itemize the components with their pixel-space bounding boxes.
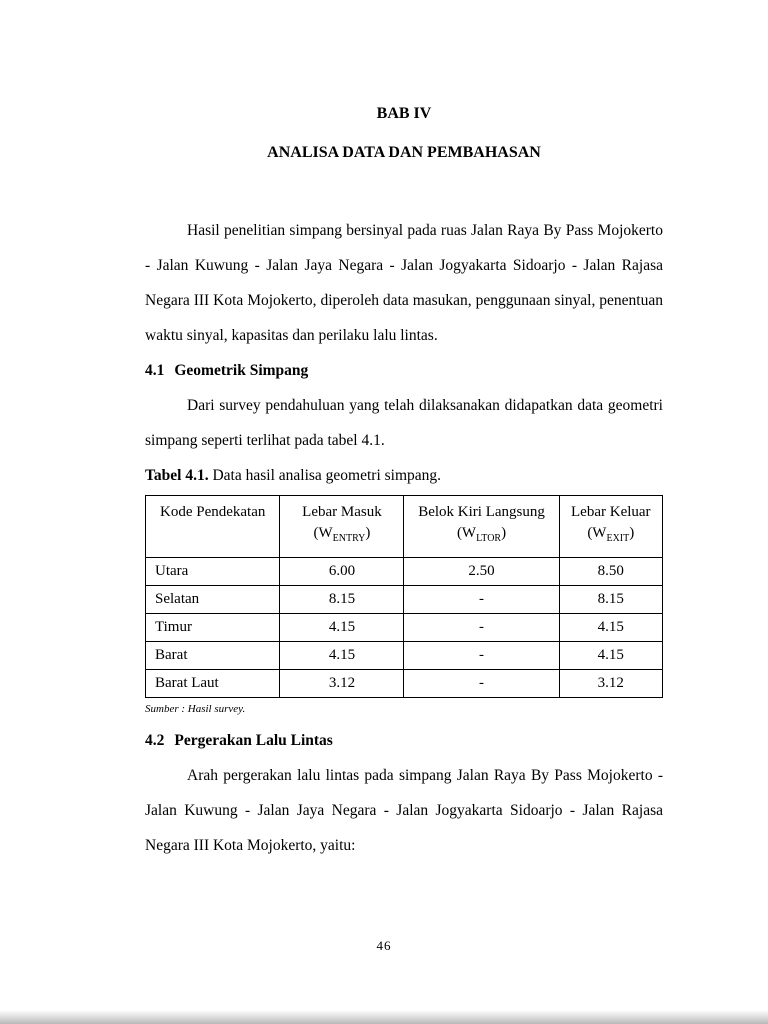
table-caption bbox=[145, 458, 663, 493]
table-cell: - bbox=[404, 586, 559, 614]
page-bottom-edge bbox=[0, 1010, 768, 1024]
section-number: 4.1 bbox=[145, 362, 165, 379]
table-cell: - bbox=[404, 670, 559, 698]
section-title: Pergerakan Lalu Lintas bbox=[174, 732, 333, 749]
page-number: 46 bbox=[376, 938, 392, 953]
table-cell: Barat bbox=[146, 642, 280, 670]
chapter-title: ANALISA DATA DAN PEMBAHASAN bbox=[267, 144, 541, 161]
section-number: 4.2 bbox=[145, 732, 165, 749]
table-cell: 2.50 bbox=[404, 558, 559, 586]
table-cell: Selatan bbox=[146, 586, 280, 614]
section-heading-4-2 bbox=[145, 723, 663, 758]
table-header-cell: Kode Pendekatan bbox=[146, 496, 280, 558]
table-caption-label: Tabel 4.1. bbox=[145, 467, 209, 484]
paragraph-intro: Hasil penelitian simpang bersinyal pada ruas Jalan Raya By Pass Mojokerto - Jalan Kuwung - Jalan Jaya Negara - Jalan Jogyakarta Sidoarjo - Jalan Rajasa Negara III Kota Mojokerto, diperoleh data masukan, penggunaan sinyal, penentuan waktu sinyal, kapasitas dan perilaku lalu lintas. bbox=[145, 222, 663, 344]
table-row bbox=[146, 670, 663, 698]
table-source-note: Sumber : Hasil survey. bbox=[145, 703, 246, 715]
page-content bbox=[145, 104, 663, 863]
table-cell: 4.15 bbox=[280, 614, 404, 642]
table-cell: Timur bbox=[146, 614, 280, 642]
table-header-row bbox=[146, 496, 663, 558]
table-row bbox=[146, 642, 663, 670]
table-row bbox=[146, 614, 663, 642]
table-row bbox=[146, 586, 663, 614]
section-heading-4-1 bbox=[145, 353, 663, 388]
table-cell: - bbox=[404, 614, 559, 642]
table-cell: 4.15 bbox=[559, 642, 662, 670]
table-cell: 6.00 bbox=[280, 558, 404, 586]
table-cell: - bbox=[404, 642, 559, 670]
table-header-cell: Belok Kiri Langsung $(W_{LTOR})$ bbox=[404, 496, 559, 558]
table-cell: 4.15 bbox=[280, 642, 404, 670]
geometry-table bbox=[145, 495, 663, 698]
table-cell: Barat Laut bbox=[146, 670, 280, 698]
paragraph-movement: Arah pergerakan lalu lintas pada simpang Jalan Raya By Pass Mojokerto - Jalan Kuwung - Jalan Jaya Negara - Jalan Jogyakarta Sidoarjo - Jalan Rajasa Negara III Kota Mojokerto, yaitu: bbox=[145, 767, 663, 854]
table-caption-text: Data hasil analisa geometri simpang. bbox=[208, 467, 442, 484]
table-row bbox=[146, 558, 663, 586]
chapter-heading: BAB IV bbox=[376, 105, 432, 122]
table-header-cell: Lebar Keluar $(W_{EXIT})$ bbox=[559, 496, 662, 558]
table-cell: Utara bbox=[146, 558, 280, 586]
table-cell: 8.50 bbox=[559, 558, 662, 586]
table-cell: 8.15 bbox=[559, 586, 662, 614]
table-cell: 3.12 bbox=[559, 670, 662, 698]
table-cell: 4.15 bbox=[559, 614, 662, 642]
paragraph-survey: Dari survey pendahuluan yang telah dilaksanakan didapatkan data geometri simpang seperti terlihat pada tabel 4.1. bbox=[145, 397, 663, 449]
section-title: Geometrik Simpang bbox=[174, 362, 309, 379]
table-cell: 8.15 bbox=[280, 586, 404, 614]
table-header-cell: Lebar Masuk $(W_{ENTRY})$ bbox=[280, 496, 404, 558]
table-cell: 3.12 bbox=[280, 670, 404, 698]
